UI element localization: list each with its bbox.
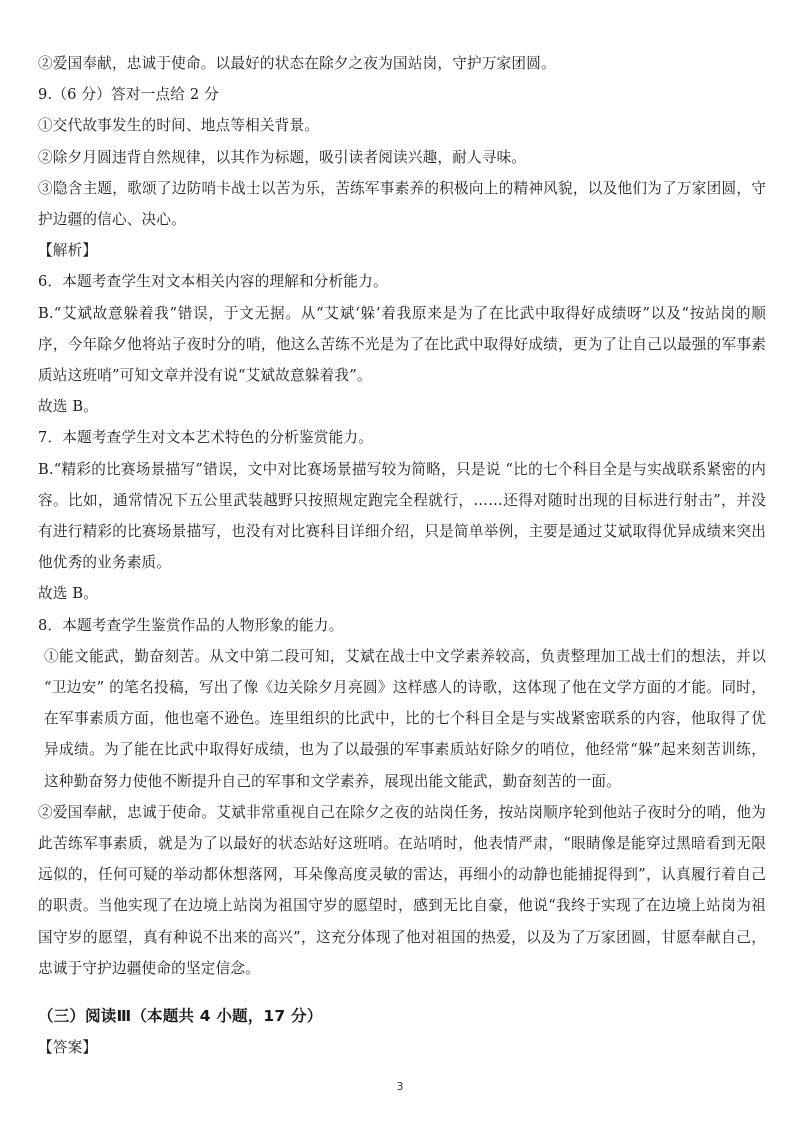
analysis-6-body: B.“艾斌故意躲着我”错误，于文无据。从“艾斌‘躲’着我原来是为了在比武中取得好成绩呀”以及“按站岗的顺序，今年除夕他将站子夜时分的哨，他这么苦练不光是为了在比武中取得好成绩，更为了让自己以最强的军事素质站这班哨”可知文章并没有说“艾斌故意躲着我”。 xyxy=(38,304,766,385)
analysis-7-conclusion: 故选 B。 xyxy=(38,585,99,603)
analysis-6-conclusion: 故选 B。 xyxy=(38,398,99,416)
question-9-heading: 9.（6 分）答对一点给 2 分 xyxy=(38,86,219,104)
answer-item-9-point-3: ③隐含主题，歌颂了边防哨卡战士以苦为乐，苦练军事素养的积极向上的精神风貌，以及他们为了万家团圆，守护边疆的信心、决心。 xyxy=(38,179,766,229)
answer-item-8-point-2: ②爱国奉献，忠诚于使命。以最好的状态在除夕之夜为国站岗，守护万家团圆。 xyxy=(38,55,556,72)
answer-item-9-point-2: ②除夕月圆违背自然规律，以其作为标题，吸引读者阅读兴趣，耐人寻味。 xyxy=(38,148,527,166)
analysis-7-heading: 7．本题考查学生对文本艺术特色的分析鉴赏能力。 xyxy=(38,429,373,447)
document-body xyxy=(38,48,766,1063)
section-heading: （三）阅读Ⅲ（本题共 4 小题，17 分） xyxy=(38,1007,323,1026)
page-number: 3 xyxy=(396,1080,404,1093)
analysis-6-heading: 6．本题考查学生对文本相关内容的理解和分析能力。 xyxy=(38,273,388,291)
analysis-8-point-1: ①能文能武，勤奋刻苦。从文中第二段可知，艾斌在战士中文学素养较高，负责整理加工战士们的想法，并以 “卫边安” 的笔名投稿，写出了像《边关除夕月亮圆》这样感人的诗歌，这体现了他在文学方面的才能。同时，在军事素质方面，他也毫不逊色。连里组织的比武中，比的七个科目全是与实战紧密联系的内容，他取得了优异成绩。为了能在比武中取得好成绩，也为了以最强的军事素质站好除夕的哨位，他经常“躲”起来刻苦训练，这种勤奋努力使他不断提升自己的军事和文学素养，展现出能文能武，勤奋刻苦的一面。 xyxy=(44,647,766,790)
analysis-8-heading: 8．本题考查学生鉴赏作品的人物形象的能力。 xyxy=(38,616,344,634)
answer-item-9-point-1: ①交代故事发生的时间、地点等相关背景。 xyxy=(38,117,320,135)
analysis-8-point-2: ②爱国奉献，忠诚于使命。艾斌非常重视自己在除夕之夜的站岗任务，按站岗顺序轮到他站子夜时分的哨，他为此苦练军事素质，就是为了以最好的状态站好这班哨。在站哨时，他表情严肃，“眼睛像是能穿过黑暗看到无限远似的，任何可疑的举动都休想落网，耳朵像高度灵敏的雷达，再细小的动静也能捕捉得到”，认真履行着自己的职责。当他实现了在边境上站岗为祖国守岁的愿望时，感到无比自豪，他说“我终于实现了在边境上站岗为祖国守岁的愿望，真有种说不出来的高兴”，这充分体现了他对祖国的热爱，以及为了万家团圆，甘愿奉献自己，忠诚于守护边疆使命的坚定信念。 xyxy=(38,803,766,977)
analysis-7-body: B.“精彩的比赛场景描写”错误，文中对比赛场景描写较为简略，只是说 “比的七个科目全是与实战联系紧密的内容。比如，通常情况下五公里武装越野只按照规定跑完全程就行，……还得对随时出现的目标进行射击”，并没有进行精彩的比赛场景描写，也没有对比赛科目详细介绍，只是简单举例，主要是通过艾斌取得优异成绩来突出他优秀的业务素质。 xyxy=(38,460,766,572)
answer-label: 【答案】 xyxy=(38,1039,98,1057)
analysis-label: 【解析】 xyxy=(38,242,98,260)
